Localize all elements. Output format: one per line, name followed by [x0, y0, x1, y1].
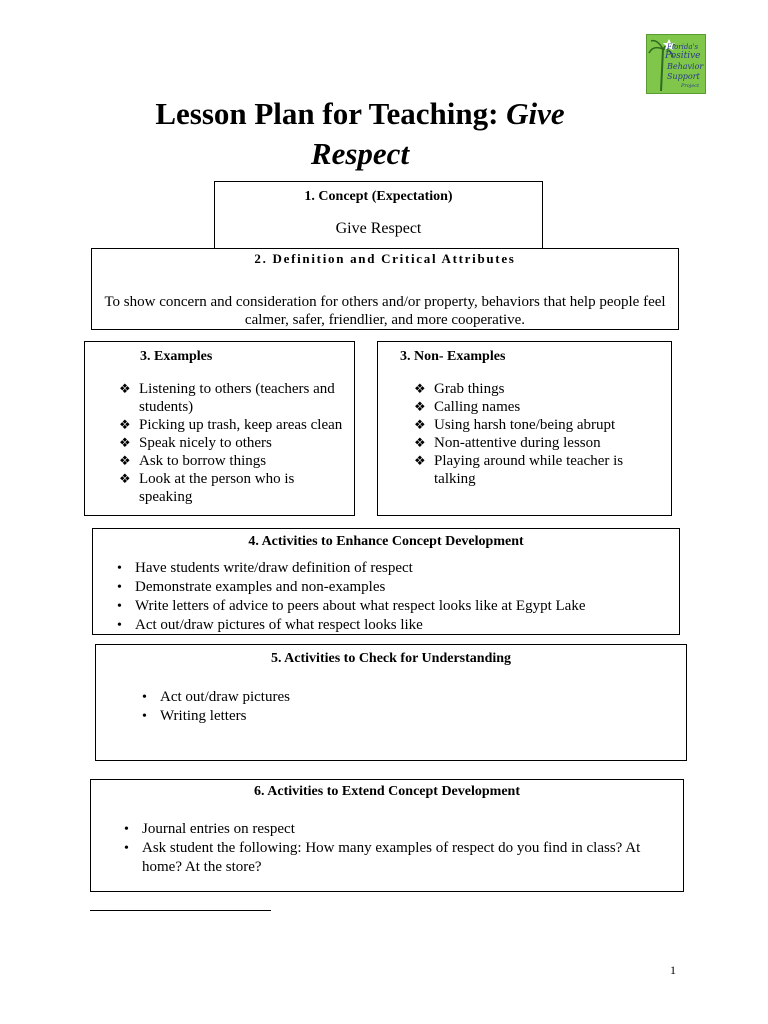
list-item: • Write letters of advice to peers about what respect looks like at Egypt Lake: [117, 598, 586, 614]
title-main: Lesson Plan for Teaching:: [155, 96, 507, 131]
extend-box: [90, 779, 684, 892]
florida-pbs-logo: [646, 34, 706, 94]
logo-line-1: Florida's: [667, 43, 699, 51]
list-item: ❖ Ask to borrow things: [119, 453, 267, 469]
concept-box: [214, 181, 543, 249]
definition-box: [91, 248, 679, 330]
enhance-box: [92, 528, 680, 635]
examples-box: [84, 341, 355, 516]
examples-heading: 3. Examples: [140, 349, 213, 364]
check-box: [95, 644, 687, 761]
list-item: • Journal entries on respect: [124, 821, 295, 837]
title-italic-second: Respect: [310, 136, 410, 171]
list-item: ❖ Look at the person who is speaking: [119, 471, 295, 505]
enhance-list: [107, 559, 675, 635]
check-heading: 5. Activities to Check for Understanding: [270, 651, 512, 666]
logo-line-4: Support: [667, 72, 700, 81]
footnote-separator: [90, 910, 271, 911]
non-examples-heading: 3. Non- Examples: [400, 349, 506, 364]
list-item: • Ask student the following: How many examples of respect do you find in class? At home? At the store?: [124, 840, 641, 875]
list-item: • Have students write/draw definition of respect: [117, 560, 413, 576]
list-item: ❖ Listening to others (teachers and students): [119, 381, 335, 415]
list-item: • Act out/draw pictures of what respect looks like: [117, 617, 423, 633]
list-item: • Act out/draw pictures: [142, 689, 290, 705]
list-item: • Writing letters: [142, 708, 247, 724]
examples-list: [105, 380, 350, 506]
title-italic-first: Give: [506, 96, 565, 131]
non-examples-list: [400, 380, 667, 488]
definition-text: To show concern and consideration for others and/or property, behaviors that help people feel calmer, safer, friendlier, and more cooperative.: [104, 294, 666, 328]
concept-value: Give Respect: [335, 220, 422, 237]
enhance-heading: 4. Activities to Enhance Concept Development: [248, 534, 524, 549]
logo-line-2: Positive: [665, 51, 701, 61]
page-title: [100, 94, 620, 174]
concept-heading: 1. Concept (Expectation): [304, 189, 453, 204]
list-item: ❖ Non-attentive during lesson: [414, 435, 601, 451]
list-item: ❖ Using harsh tone/being abrupt: [414, 417, 616, 433]
definition-heading: 2. Definition and Critical Attributes: [254, 251, 516, 266]
extend-heading: 6. Activities to Extend Concept Development: [254, 784, 520, 799]
list-item: ❖ Picking up trash, keep areas clean: [119, 417, 343, 433]
logo-line-5: Project: [681, 83, 700, 89]
extend-list: [114, 820, 663, 877]
list-item: • Demonstrate examples and non-examples: [117, 579, 386, 595]
non-examples-box: [377, 341, 672, 516]
list-item: ❖ Calling names: [414, 399, 521, 415]
page-number: 1: [670, 963, 676, 977]
list-item: ❖ Grab things: [414, 381, 505, 397]
list-item: ❖ Playing around while teacher is talking: [414, 453, 624, 487]
list-item: ❖ Speak nicely to others: [119, 435, 272, 451]
check-list: [132, 688, 682, 726]
logo-line-3: Behavior: [667, 62, 704, 71]
